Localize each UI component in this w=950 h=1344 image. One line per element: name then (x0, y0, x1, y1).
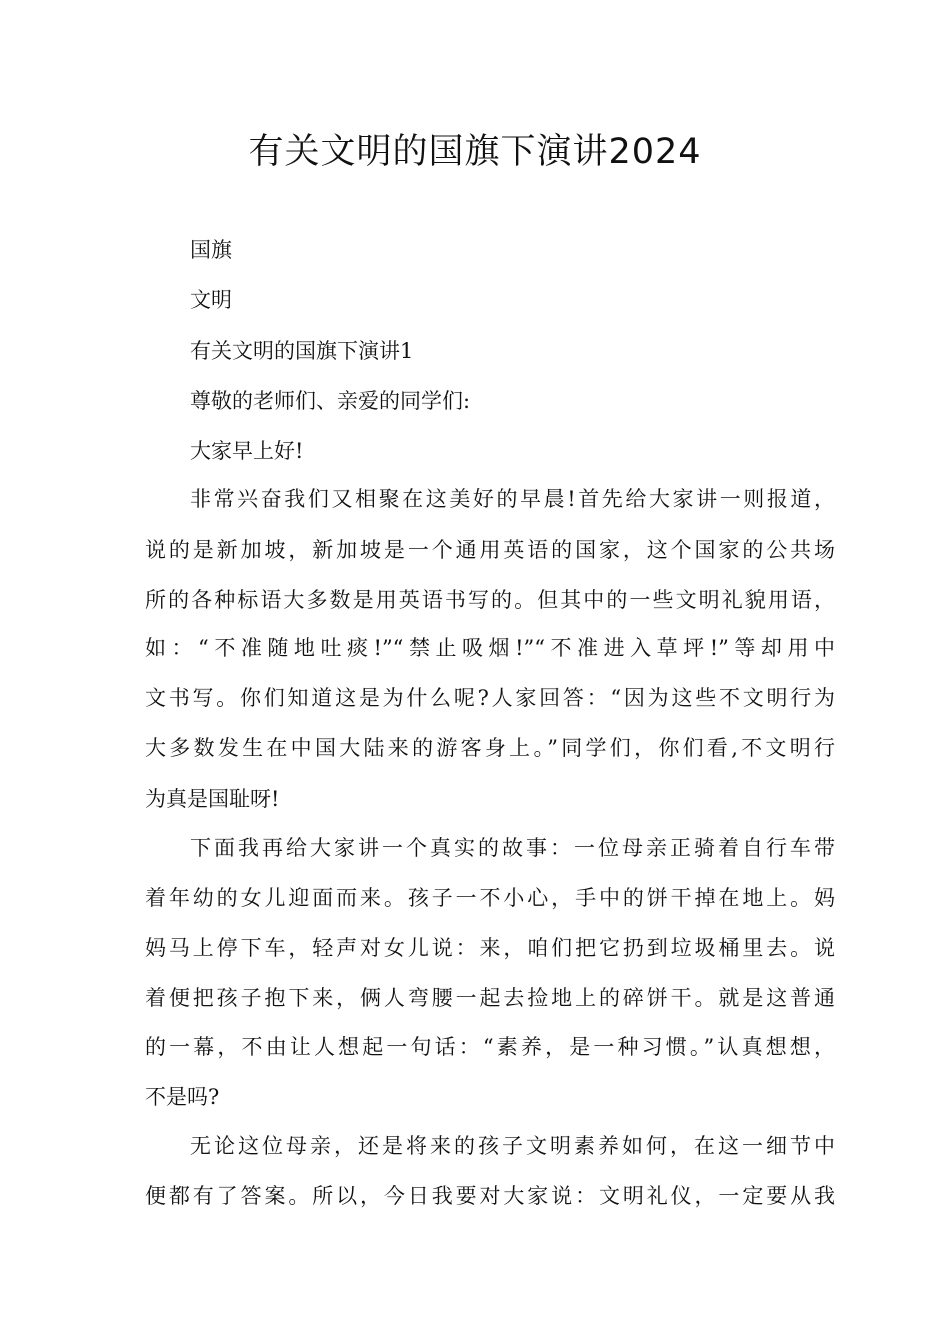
salutation: 尊敬的老师们、亲爱的同学们: (190, 389, 471, 413)
paragraph-line: 便都有了答案。所以，今日我要对大家说：文明礼仪，一定要从我 (145, 1184, 835, 1208)
paragraph-line: 的一幕，不由让人想起一句话：“素养，是一种习惯。”认真想想， (145, 1035, 835, 1059)
paragraph-line: 大多数发生在中国大陆来的游客身上。”同学们，你们看,不文明行 (145, 736, 835, 760)
paragraph-line: 为真是国耻呀! (145, 787, 280, 811)
paragraph-line: 妈马上停下车，轻声对女儿说：来，咱们把它扔到垃圾桶里去。说 (145, 936, 835, 960)
paragraph-line: 无论这位母亲，还是将来的孩子文明素养如何，在这一细节中 (190, 1134, 835, 1158)
paragraph-line: 着年幼的女儿迎面而来。孩子一不小心，手中的饼干掉在地上。妈 (145, 886, 835, 910)
greeting: 大家早上好! (190, 439, 304, 463)
document-title: 有关文明的国旗下演讲2024 (248, 132, 702, 172)
paragraph-line: 下面我再给大家讲一个真实的故事：一位母亲正骑着自行车带 (190, 836, 835, 860)
section-subtitle: 有关文明的国旗下演讲1 (190, 339, 414, 363)
paragraph-line: 着便把孩子抱下来，俩人弯腰一起去捡地上的碎饼干。就是这普通 (145, 986, 835, 1010)
paragraph-line: 文书写。你们知道这是为什么呢?人家回答：“因为这些不文明行为 (145, 686, 835, 710)
paragraph-line: 非常兴奋我们又相聚在这美好的早晨!首先给大家讲一则报道， (190, 487, 835, 511)
paragraph-line: 不是吗? (145, 1085, 220, 1109)
paragraph-line: 说的是新加坡，新加坡是一个通用英语的国家，这个国家的公共场 (145, 538, 835, 562)
keyword-line: 文明 (190, 288, 232, 312)
paragraph-line: 所的各种标语大多数是用英语书写的。但其中的一些文明礼貌用语， (145, 588, 835, 612)
keyword-line: 国旗 (190, 238, 232, 262)
paragraph-line: 如：“不准随地吐痰!”“禁止吸烟!”“不准进入草坪!”等却用中 (145, 636, 835, 660)
